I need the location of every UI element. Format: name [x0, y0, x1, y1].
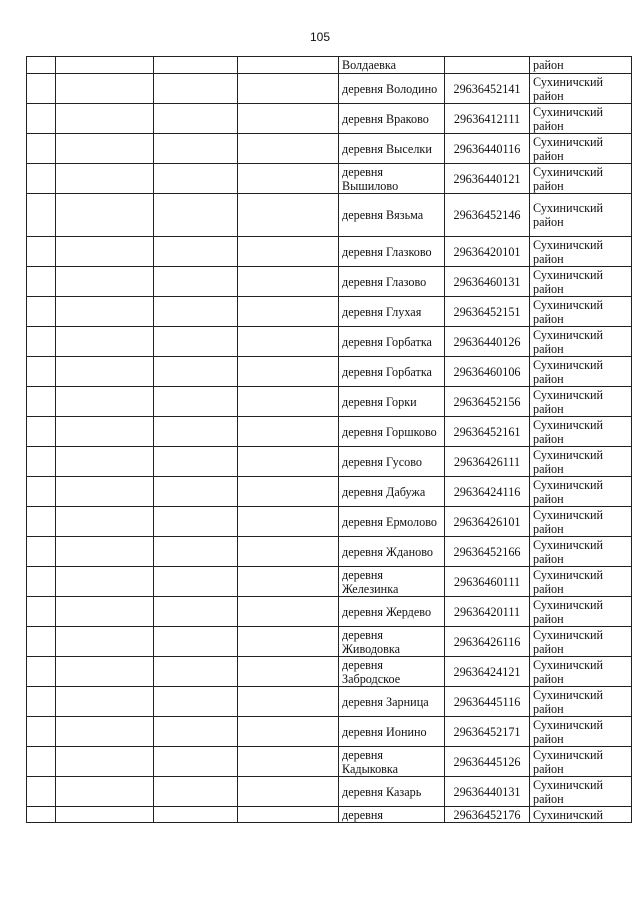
empty-cell — [238, 357, 339, 387]
district-cell: Сухиничский район — [530, 717, 632, 747]
district-cell: Сухиничский район — [530, 447, 632, 477]
oktmo-code-cell: 29636424116 — [445, 477, 530, 507]
empty-cell — [238, 627, 339, 657]
empty-cell — [154, 477, 238, 507]
oktmo-code-cell: 29636452166 — [445, 537, 530, 567]
table-row — [27, 807, 632, 823]
district-cell: Сухиничский район — [530, 327, 632, 357]
empty-cell — [56, 807, 154, 823]
table-row — [27, 164, 632, 194]
empty-cell — [27, 447, 56, 477]
empty-cell — [27, 597, 56, 627]
oktmo-code-cell: 29636420101 — [445, 237, 530, 267]
empty-cell — [56, 567, 154, 597]
settlement-name-cell: деревня Дабужа — [339, 477, 445, 507]
empty-cell — [27, 627, 56, 657]
empty-cell — [154, 507, 238, 537]
oktmo-code-cell: 29636424121 — [445, 657, 530, 687]
oktmo-code-cell: 29636426101 — [445, 507, 530, 537]
empty-cell — [56, 747, 154, 777]
district-cell: Сухиничский район — [530, 267, 632, 297]
empty-cell — [238, 74, 339, 104]
empty-cell — [154, 104, 238, 134]
district-cell: Сухиничский район — [530, 104, 632, 134]
table-row — [27, 537, 632, 567]
oktmo-code-cell: 29636420111 — [445, 597, 530, 627]
empty-cell — [154, 747, 238, 777]
empty-cell — [154, 597, 238, 627]
empty-cell — [238, 134, 339, 164]
table-row — [27, 477, 632, 507]
settlement-name-cell: деревня Гусово — [339, 447, 445, 477]
empty-cell — [56, 297, 154, 327]
empty-cell — [238, 297, 339, 327]
settlement-name-cell: деревня Кадыковка — [339, 747, 445, 777]
empty-cell — [27, 807, 56, 823]
settlement-name-cell: деревня Горшково — [339, 417, 445, 447]
empty-cell — [56, 417, 154, 447]
district-cell: район — [530, 57, 632, 74]
settlement-name-cell: деревня Зарница — [339, 687, 445, 717]
empty-cell — [238, 194, 339, 237]
empty-cell — [27, 537, 56, 567]
table-row — [27, 447, 632, 477]
table-row — [27, 507, 632, 537]
table-row — [27, 237, 632, 267]
empty-cell — [238, 597, 339, 627]
settlement-name-cell: Волдаевка — [339, 57, 445, 74]
oktmo-code-cell: 29636452141 — [445, 74, 530, 104]
table-row — [27, 747, 632, 777]
settlement-name-cell: деревня Володино — [339, 74, 445, 104]
table-row — [27, 687, 632, 717]
empty-cell — [238, 747, 339, 777]
empty-cell — [27, 327, 56, 357]
settlement-name-cell: деревня Жданово — [339, 537, 445, 567]
empty-cell — [27, 747, 56, 777]
settlement-name-cell: деревня — [339, 807, 445, 823]
empty-cell — [154, 687, 238, 717]
district-cell: Сухиничский — [530, 807, 632, 823]
empty-cell — [154, 194, 238, 237]
empty-cell — [56, 267, 154, 297]
empty-cell — [154, 567, 238, 597]
empty-cell — [56, 194, 154, 237]
oktmo-code-cell: 29636412111 — [445, 104, 530, 134]
empty-cell — [154, 417, 238, 447]
empty-cell — [56, 57, 154, 74]
oktmo-code-cell: 29636452161 — [445, 417, 530, 447]
empty-cell — [56, 477, 154, 507]
district-cell: Сухиничский район — [530, 164, 632, 194]
empty-cell — [56, 74, 154, 104]
oktmo-code-cell: 29636460111 — [445, 567, 530, 597]
empty-cell — [238, 687, 339, 717]
district-cell: Сухиничский район — [530, 777, 632, 807]
settlement-name-cell: деревня Глухая — [339, 297, 445, 327]
empty-cell — [56, 777, 154, 807]
district-cell: Сухиничский район — [530, 597, 632, 627]
table-row — [27, 297, 632, 327]
empty-cell — [27, 267, 56, 297]
empty-cell — [154, 777, 238, 807]
empty-cell — [27, 657, 56, 687]
table-row — [27, 657, 632, 687]
empty-cell — [154, 537, 238, 567]
empty-cell — [27, 74, 56, 104]
table-row — [27, 327, 632, 357]
empty-cell — [238, 417, 339, 447]
settlement-name-cell: деревня Железинка — [339, 567, 445, 597]
empty-cell — [56, 104, 154, 134]
oktmo-code-cell: 29636426111 — [445, 447, 530, 477]
empty-cell — [154, 717, 238, 747]
oktmo-code-cell: 29636460131 — [445, 267, 530, 297]
district-cell: Сухиничский район — [530, 687, 632, 717]
empty-cell — [56, 134, 154, 164]
empty-cell — [56, 627, 154, 657]
table-row — [27, 74, 632, 104]
empty-cell — [56, 687, 154, 717]
empty-cell — [27, 687, 56, 717]
empty-cell — [56, 597, 154, 627]
table-row — [27, 717, 632, 747]
empty-cell — [238, 807, 339, 823]
table-row — [27, 357, 632, 387]
district-cell: Сухиничский район — [530, 747, 632, 777]
empty-cell — [238, 57, 339, 74]
oktmo-code-cell: 29636452156 — [445, 387, 530, 417]
empty-cell — [27, 717, 56, 747]
district-cell: Сухиничский район — [530, 507, 632, 537]
empty-cell — [154, 134, 238, 164]
settlement-name-cell: деревня Вышилово — [339, 164, 445, 194]
empty-cell — [56, 387, 154, 417]
oktmo-code-cell: 29636440131 — [445, 777, 530, 807]
empty-cell — [27, 477, 56, 507]
empty-cell — [27, 194, 56, 237]
oktmo-code-cell: 29636452146 — [445, 194, 530, 237]
settlement-name-cell: деревня Горки — [339, 387, 445, 417]
empty-cell — [154, 387, 238, 417]
empty-cell — [238, 537, 339, 567]
empty-cell — [238, 447, 339, 477]
empty-cell — [238, 387, 339, 417]
empty-cell — [154, 74, 238, 104]
oktmo-code-cell: 29636445126 — [445, 747, 530, 777]
oktmo-code-cell: 29636460106 — [445, 357, 530, 387]
settlement-table — [26, 56, 632, 823]
empty-cell — [56, 357, 154, 387]
table-row — [27, 597, 632, 627]
settlement-name-cell: деревня Враково — [339, 104, 445, 134]
empty-cell — [238, 327, 339, 357]
oktmo-code-cell: 29636440121 — [445, 164, 530, 194]
empty-cell — [27, 164, 56, 194]
oktmo-code-cell: 29636440116 — [445, 134, 530, 164]
empty-cell — [154, 57, 238, 74]
empty-cell — [56, 447, 154, 477]
oktmo-code-cell — [445, 57, 530, 74]
district-cell: Сухиничский район — [530, 357, 632, 387]
table-row — [27, 567, 632, 597]
oktmo-code-cell: 29636452171 — [445, 717, 530, 747]
empty-cell — [27, 57, 56, 74]
table-row — [27, 194, 632, 237]
district-cell: Сухиничский район — [530, 537, 632, 567]
table-row — [27, 267, 632, 297]
settlement-name-cell: деревня Горбатка — [339, 357, 445, 387]
empty-cell — [238, 717, 339, 747]
empty-cell — [56, 507, 154, 537]
table-row — [27, 57, 632, 74]
empty-cell — [154, 237, 238, 267]
empty-cell — [27, 237, 56, 267]
empty-cell — [238, 477, 339, 507]
empty-cell — [56, 327, 154, 357]
empty-cell — [154, 327, 238, 357]
empty-cell — [154, 447, 238, 477]
empty-cell — [27, 357, 56, 387]
district-cell: Сухиничский район — [530, 657, 632, 687]
empty-cell — [56, 237, 154, 267]
oktmo-code-cell: 29636440126 — [445, 327, 530, 357]
empty-cell — [27, 777, 56, 807]
district-cell: Сухиничский район — [530, 194, 632, 237]
settlement-name-cell: деревня Ионино — [339, 717, 445, 747]
settlement-name-cell: деревня Глазково — [339, 237, 445, 267]
empty-cell — [56, 717, 154, 747]
settlement-name-cell: деревня Глазово — [339, 267, 445, 297]
page-number: 105 — [309, 30, 331, 44]
empty-cell — [27, 417, 56, 447]
empty-cell — [154, 267, 238, 297]
settlement-name-cell: деревня Вязьма — [339, 194, 445, 237]
district-cell: Сухиничский район — [530, 237, 632, 267]
oktmo-code-cell: 29636452151 — [445, 297, 530, 327]
empty-cell — [238, 237, 339, 267]
empty-cell — [238, 567, 339, 597]
empty-cell — [238, 164, 339, 194]
empty-cell — [56, 164, 154, 194]
table-row — [27, 627, 632, 657]
table-row — [27, 134, 632, 164]
empty-cell — [154, 657, 238, 687]
district-cell: Сухиничский район — [530, 477, 632, 507]
empty-cell — [154, 297, 238, 327]
empty-cell — [154, 627, 238, 657]
oktmo-code-cell: 29636426116 — [445, 627, 530, 657]
settlement-name-cell: деревня Забродское — [339, 657, 445, 687]
empty-cell — [238, 104, 339, 134]
empty-cell — [27, 387, 56, 417]
district-cell: Сухиничский район — [530, 134, 632, 164]
empty-cell — [27, 134, 56, 164]
empty-cell — [238, 507, 339, 537]
empty-cell — [238, 777, 339, 807]
settlement-name-cell: деревня Выселки — [339, 134, 445, 164]
settlement-name-cell: деревня Казарь — [339, 777, 445, 807]
table-row — [27, 104, 632, 134]
empty-cell — [238, 267, 339, 297]
settlement-name-cell: деревня Горбатка — [339, 327, 445, 357]
district-cell: Сухиничский район — [530, 417, 632, 447]
empty-cell — [27, 297, 56, 327]
empty-cell — [154, 807, 238, 823]
empty-cell — [27, 104, 56, 134]
empty-cell — [154, 357, 238, 387]
district-cell: Сухиничский район — [530, 567, 632, 597]
table-row — [27, 417, 632, 447]
oktmo-code-cell: 29636452176 — [445, 807, 530, 823]
settlement-name-cell: деревня Живодовка — [339, 627, 445, 657]
district-cell: Сухиничский район — [530, 74, 632, 104]
empty-cell — [56, 657, 154, 687]
settlement-name-cell: деревня Жердево — [339, 597, 445, 627]
settlement-name-cell: деревня Ермолово — [339, 507, 445, 537]
empty-cell — [154, 164, 238, 194]
oktmo-code-cell: 29636445116 — [445, 687, 530, 717]
empty-cell — [27, 507, 56, 537]
district-cell: Сухиничский район — [530, 387, 632, 417]
empty-cell — [238, 657, 339, 687]
table-row — [27, 777, 632, 807]
empty-cell — [27, 567, 56, 597]
district-cell: Сухиничский район — [530, 297, 632, 327]
empty-cell — [56, 537, 154, 567]
table-row — [27, 387, 632, 417]
district-cell: Сухиничский район — [530, 627, 632, 657]
